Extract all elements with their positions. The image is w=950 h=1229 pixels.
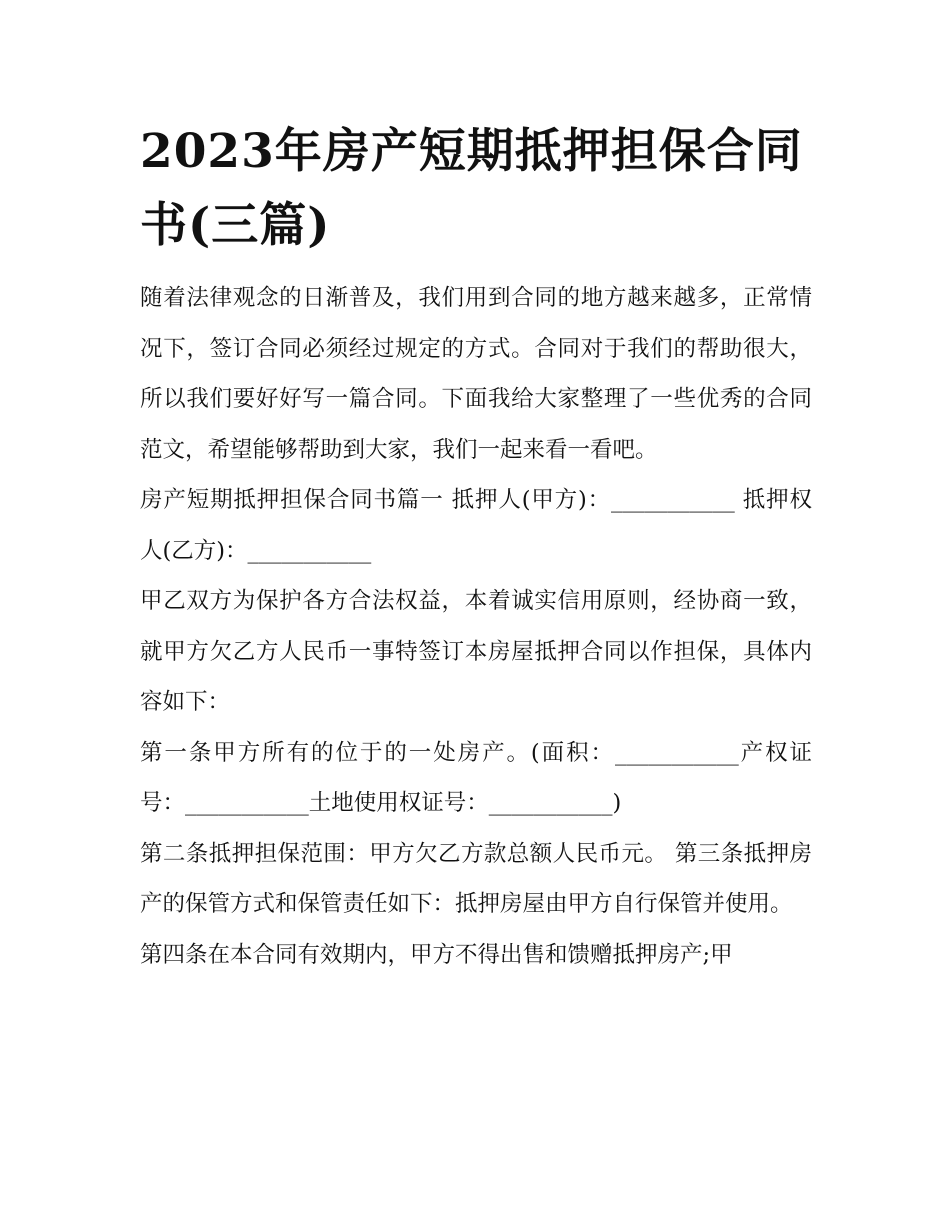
intro-paragraph: 随着法律观念的日渐普及，我们用到合同的地方越来越多，正常情况下，签订合同必须经过规定的方式。合同对于我们的帮助很大，所以我们要好好写一篇合同。下面我给大家整理了一些优秀的合同范文，希望能够帮助到大家，我们一起来看一看吧。 xyxy=(140,285,812,463)
document-page xyxy=(140,115,812,980)
preamble-paragraph: 甲乙双方为保护各方合法权益，本着诚实信用原则，经协商一致，就甲方欠乙方人民币一事特签订本房屋抵押合同以作担保，具体内容如下： xyxy=(140,588,812,715)
article-4-paragraph: 第四条在本合同有效期内，甲方不得出售和馈赠抵押房产;甲 xyxy=(140,941,733,968)
parties-paragraph: 房产短期抵押担保合同书篇一 抵押人(甲方)：___________ 抵押权人(乙方)：___________ xyxy=(140,487,812,564)
article-1-paragraph: 第一条甲方所有的位于的一处房产。(面积：___________产权证号：___________土地使用权证号：___________) xyxy=(140,739,812,816)
document-title: 2023年房产短期抵押担保合同书(三篇) xyxy=(140,124,803,253)
article-2-3-paragraph: 第二条抵押担保范围：甲方欠乙方款总额人民币元。 第三条抵押房产的保管方式和保管责任如下：抵押房屋由甲方自行保管并使用。 xyxy=(140,840,812,917)
